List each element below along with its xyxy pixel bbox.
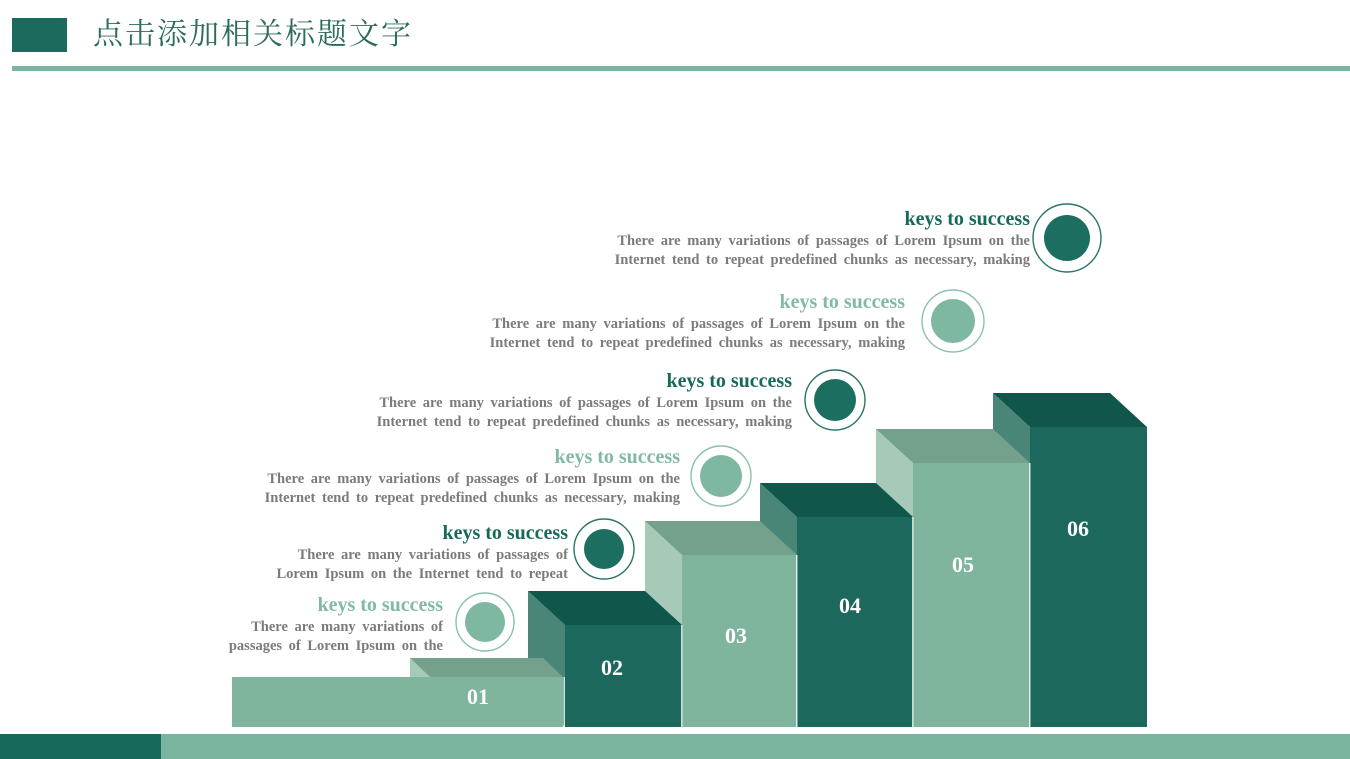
item-6-body-line-1: There are many variations of	[251, 619, 443, 635]
item-3-body-line-2: Internet tend to repeat predefined chunks as necessary, making	[376, 413, 792, 430]
item-4	[265, 445, 680, 507]
item-1-body-line-1: There are many variations of passages of Lorem Ipsum on the	[617, 233, 1030, 249]
step-05-label: 05	[952, 552, 974, 577]
item-2-marker	[922, 290, 984, 352]
footer-accent-block	[0, 734, 161, 759]
item-2-body-line-2: Internet tend to repeat predefined chunks as necessary, making	[489, 334, 905, 351]
step-04-label: 04	[839, 593, 861, 618]
item-2-dot-icon	[931, 299, 975, 343]
item-1	[615, 207, 1030, 269]
item-2	[490, 290, 905, 352]
step-04-front-face	[797, 517, 913, 727]
step-02-label: 02	[601, 655, 623, 680]
item-4-dot-icon	[700, 455, 742, 497]
item-4-body-line-2: Internet tend to repeat predefined chunks as necessary, making	[264, 489, 680, 506]
step-06-front-face	[1030, 427, 1147, 727]
item-3-dot-icon	[814, 379, 856, 421]
item-6-body-line-2: passages of Lorem Ipsum on the	[228, 637, 443, 654]
step-01-front-face	[232, 677, 563, 727]
footer-strip	[161, 734, 1350, 759]
item-5-marker	[574, 519, 634, 579]
item-4-marker	[691, 446, 751, 506]
item-5-body-line-1: There are many variations of passages of	[297, 547, 568, 563]
step-06-label: 06	[1067, 516, 1089, 541]
item-1-dot-icon	[1044, 215, 1090, 261]
item-6	[229, 593, 443, 655]
item-3-body-line-1: There are many variations of passages of Lorem Ipsum on the	[379, 395, 792, 411]
step-01	[232, 658, 563, 727]
item-6-marker	[456, 593, 514, 651]
item-6-dot-icon	[465, 602, 505, 642]
step-01-top-face	[410, 658, 563, 677]
item-4-heading: keys to success	[554, 446, 680, 468]
item-1-body-line-2: Internet tend to repeat predefined chunks as necessary, making	[614, 251, 1030, 268]
item-4-body-line-1: There are many variations of passages of Lorem Ipsum on the	[267, 471, 680, 487]
step-05-front-face	[913, 463, 1030, 727]
item-3	[377, 369, 792, 431]
item-1-heading: keys to success	[904, 208, 1030, 230]
item-5-dot-icon	[584, 529, 624, 569]
item-3-marker	[805, 370, 865, 430]
item-5	[276, 521, 568, 583]
step-02-front-face	[565, 625, 682, 727]
item-2-heading: keys to success	[779, 291, 905, 313]
item-1-marker	[1033, 204, 1101, 272]
item-5-heading: keys to success	[442, 522, 568, 544]
item-3-heading: keys to success	[666, 370, 792, 392]
step-01-label: 01	[467, 684, 489, 709]
slide-title: 点击添加相关标题文字	[93, 18, 413, 51]
step-03-label: 03	[725, 623, 747, 648]
item-5-body-line-2: Lorem Ipsum on the Internet tend to repeat	[276, 565, 568, 582]
item-6-heading: keys to success	[317, 594, 443, 616]
item-2-body-line-1: There are many variations of passages of Lorem Ipsum on the	[492, 316, 905, 332]
